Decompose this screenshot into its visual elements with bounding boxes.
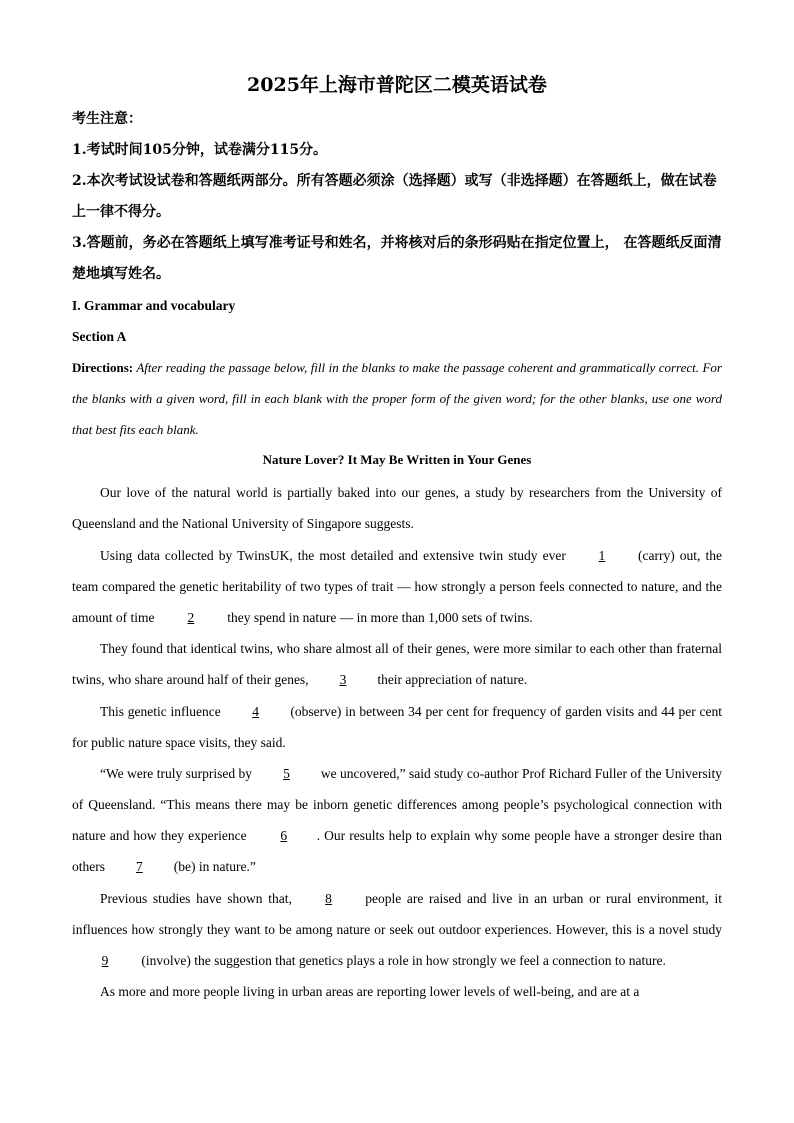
blank-4: 4 (252, 704, 259, 719)
paragraph-text: (carry) out, the team compared the genetic heritability of two types of trait — how strongly a person feels connected to nature, and the amount of time (72, 548, 722, 625)
paragraph-text: their appreciation of nature. (373, 672, 528, 687)
page-title: 2025年上海市普陀区二模英语试卷 (247, 74, 547, 96)
notice-heading: 考生注意： (72, 111, 142, 127)
paragraph-3 (72, 633, 722, 695)
paragraph-2 (72, 540, 722, 633)
paragraph-7: As more and more people living in urban areas are reporting lower levels of well-being, and are at a (100, 984, 640, 999)
paragraph-text: . Our results help to explain why some people have a stronger desire than others (72, 828, 723, 874)
paragraph-text: “We were truly surprised by (100, 766, 256, 781)
part-heading: I. Grammar and vocabulary (72, 298, 236, 313)
paragraph-text: people are raised and live in an urban or rural environment, it influences how strongly they want to be among nature or seek out outdoor experiences. However, this is a novel study (72, 891, 722, 937)
paragraph-text: Using data collected by TwinsUK, the most detailed and extensive twin study ever (100, 548, 571, 563)
passage-title: Nature Lover? It May Be Written in Your Genes (262, 452, 532, 467)
paragraph-text: (observe) in between 34 per cent for frequency of garden visits and 44 per cent for public nature space visits, they said. (72, 704, 722, 750)
paragraph-1: Our love of the natural world is partially baked into our genes, a study by researchers from the University of Queensland and the National University of Singapore suggests. (72, 485, 722, 531)
directions-label: Directions: (72, 360, 134, 375)
blank-3: 3 (339, 672, 347, 687)
blank-5: 5 (283, 766, 290, 781)
paragraph-text: (involve) the suggestion that genetics plays a role in how strongly we feel a connection to nature. (138, 953, 666, 968)
directions-text: After reading the passage below, fill in the blanks to make the passage coherent and grammatically correct. For the blanks with a given word, fill in each blank with the proper form of the given word; for the other blanks, use one word that best fits each blank. (72, 360, 722, 437)
paragraph-text: we uncovered,” said study co-author Prof Richard Fuller of the University of Queensland. “This means there may be inborn genetic differences among people’s psychological connection with nature and how they experience (72, 766, 722, 843)
paragraph-text: They found that identical twins, who share almost all of their genes, were more similar to each other than fraternal twins, who share around half of their genes, (72, 641, 722, 687)
directions (72, 352, 722, 445)
blank-8: 8 (325, 891, 332, 906)
blank-2: 2 (187, 610, 195, 625)
blank-7: 7 (136, 859, 143, 874)
notice-item-1: 1.考试时间105分钟，试卷满分115分。 (72, 142, 328, 158)
paragraph-text: (be) in nature.” (170, 859, 256, 874)
paragraph-5 (72, 758, 722, 882)
notice-item-2: 2.本次考试设试卷和答题纸两部分。所有答题必须涂（选择题）或写（非选择题）在答题纸上，做在试卷上一律不得分。 (72, 173, 717, 220)
paragraph-text: This genetic influence (100, 704, 225, 719)
paragraph-text: Previous studies have shown that, (100, 891, 298, 906)
notice-item-3: 3.答题前，务必在答题纸上填写准考证号和姓名，并将核对后的条形码贴在指定位置上， 在答题纸反面清楚地填写姓名。 (72, 235, 722, 282)
blank-1: 1 (598, 548, 606, 563)
paragraph-6 (72, 883, 722, 976)
paragraph-4 (72, 696, 722, 758)
blank-9: 9 (101, 953, 109, 968)
blank-6: 6 (280, 828, 288, 843)
section-heading: Section A (72, 329, 127, 344)
paragraph-text: they spend in nature — in more than 1,000 sets of twins. (223, 610, 533, 625)
